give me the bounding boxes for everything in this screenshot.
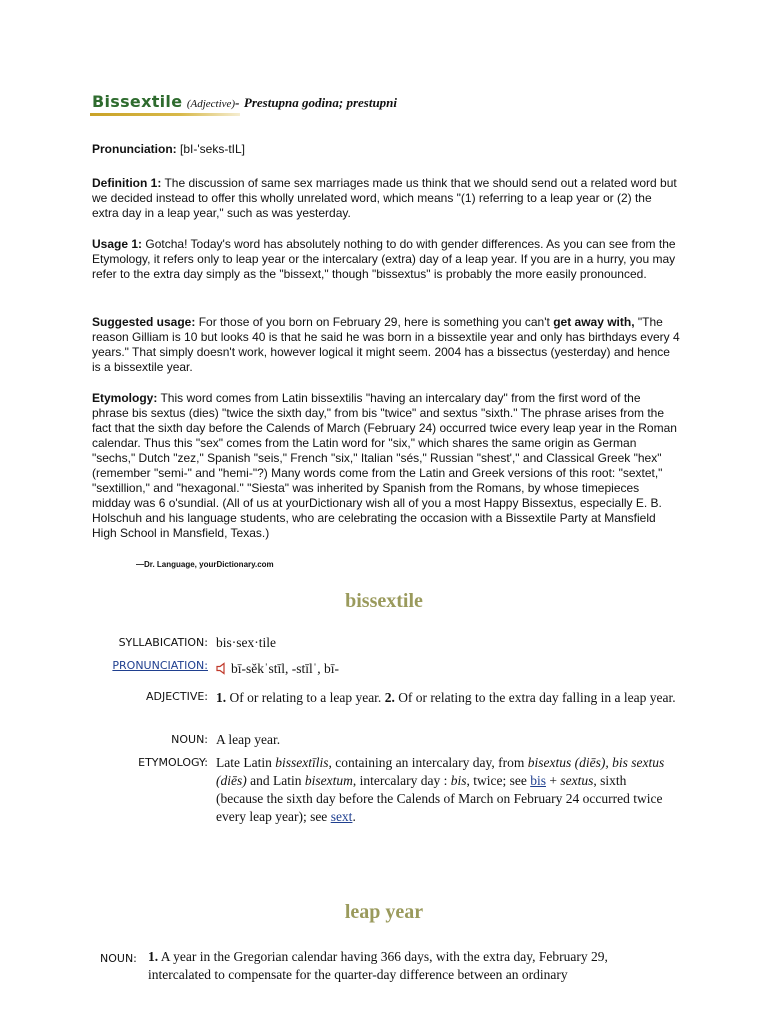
speaker-icon[interactable] <box>216 662 228 675</box>
adjective-sense-2: Of or relating to the extra day falling in a leap year. <box>398 690 676 705</box>
ety-italic: bissextīlis <box>275 755 329 770</box>
definition-label: Definition 1: <box>92 176 162 190</box>
link-sext[interactable]: sext <box>330 809 353 824</box>
suggested-usage-bold: get away with, <box>553 315 635 329</box>
entry-title-bissextile: bissextile <box>345 590 423 612</box>
adjective-sense-1-number: 1. <box>216 690 227 705</box>
suggested-usage-text: For those of you born on February 29, here is something you can't <box>198 315 550 329</box>
etymology-text: This word comes from Latin bissextilis "having an intercalary day" from the first word of the phrase bis sextus (dies) "twice the sixth day," from bis "twice" and sextus "sixth." The phrase arises from the fact that the sixth day before the Calends of March (February 24) occurred twice every leap year in the Roman calendar. Thus this "sex" comes from the Latin word for "six," which shares the same origin as German "sechs," Dutch "zez," Spanish "seis," French "six," Italian "sés," Russian "shest'," and Classical Greek "hex" (remember "semi-" and "hemi-"?) Many words come from the Latin and Greek versions of this root: "sextet," "sextillion," and "hexagonal." "Siesta" was inherited by Spanish from the Romans, by whose timepieces midday was 6 o'sundial. (All of us at yourDictionary wish all of you a most Happy Bissextus, especially E. B. Holschuh and his language students, who are celebrating the occasion with a Bissextile Party at Mansfield High School in Mansfield, Texas.) <box>92 391 677 540</box>
leap-year-noun-label: NOUN: <box>100 952 137 965</box>
definition-paragraph <box>92 176 680 221</box>
pronunciation-text: [bI-'seks-tIL] <box>180 142 245 156</box>
ety-italic: bisextus (diēs), <box>527 755 609 770</box>
pronunciation-respelling: bī-sĕkˈstīl, -stīlˈ, bī- <box>231 661 339 676</box>
adjective-value <box>216 689 676 707</box>
pronunciation-label: Pronunciation: <box>92 142 177 156</box>
credit-line: —Dr. Language, yourDictionary.com <box>136 560 274 569</box>
noun-label: NOUN: <box>171 733 208 746</box>
ety-italic: bis <box>450 773 467 788</box>
ety-text: , sixth (because the sixth day before the Calends of March on February 24 occurred twice every leap year); see <box>216 773 663 824</box>
noun-value: A leap year. <box>216 732 281 747</box>
usage-label: Usage 1: <box>92 237 143 251</box>
etymology-paragraph <box>92 391 680 541</box>
leap-year-definition <box>148 948 668 984</box>
link-bis[interactable]: bis <box>530 773 546 788</box>
ety-text: Late Latin <box>216 755 272 770</box>
etymology-label: Etymology: <box>92 391 158 405</box>
suggested-usage-label: Suggested usage: <box>92 315 196 329</box>
ety-text: + <box>549 773 557 788</box>
syllabication-label: SYLLABICATION: <box>118 636 208 649</box>
pronunciation-paragraph <box>92 142 680 157</box>
pronunciation-link[interactable]: PRONUNCIATION: <box>112 659 208 672</box>
ety-italic: bis sextus (diēs) <box>216 755 665 788</box>
ety-text: . <box>352 809 356 824</box>
syllabication-value: bis·sex·tile <box>216 635 276 650</box>
adjective-sense-2-number: 2. <box>384 690 395 705</box>
translation: Prestupna godina; prestupni <box>243 95 398 110</box>
leap-year-sense-text: A year in the Gregorian calendar having 366 days, with the extra day, February 29, intercalated to compensate for the quarter-day difference between an ordinary <box>148 949 608 982</box>
suggested-usage-paragraph <box>92 315 680 375</box>
ety-italic: bisextum <box>304 773 353 788</box>
etymology-entry-value <box>216 754 676 826</box>
etymology-entry-label: ETYMOLOGY: <box>138 756 208 769</box>
ety-text: , intercalary day : <box>352 773 448 788</box>
adjective-label: ADJECTIVE: <box>145 690 208 703</box>
definition-text: The discussion of same sex marriages made us think that we should send out a related word but we decided instead to offer this wholly unrelated word, which means "(1) referring to a leap year or (2) the extra day in a leap year," such as was yesterday. <box>92 176 677 220</box>
part-of-speech: (Adjective) <box>186 98 236 110</box>
leap-year-sense-number: 1. <box>148 949 159 964</box>
usage-text: Gotcha! Today's word has absolutely nothing to do with gender differences. As you can see from the Etymology, it refers only to leap year or the intercalary (extra) day of a leap year. If you are in a hurry, you may refer to the extra day simply as the "bissext," though "bissextus" is probably the more easily pronounced. <box>92 237 676 281</box>
headword: Bissextile <box>92 92 183 111</box>
headline <box>92 92 397 112</box>
entry-title-leap-year: leap year <box>344 901 424 923</box>
ety-text: , twice; see <box>466 773 527 788</box>
usage-paragraph <box>92 237 680 282</box>
ety-text: , containing an intercalary day, from <box>328 755 525 770</box>
ety-text: and Latin <box>250 773 302 788</box>
pronunciation-value <box>216 660 676 678</box>
suggested-usage-text-2: "The reason Gilliam is 10 but looks 40 is that he said he was born in a bissextile year and only has birthdays every 4 years." That simply doesn't work, however logical it might seem. 2004 has a bissectus (yesterday) and hence is a bissextile year. <box>92 315 680 374</box>
headline-dash: - <box>235 95 240 110</box>
headword-underline <box>90 113 240 116</box>
adjective-sense-1: Of or relating to a leap year. <box>229 690 382 705</box>
ety-italic: sextus <box>560 773 594 788</box>
